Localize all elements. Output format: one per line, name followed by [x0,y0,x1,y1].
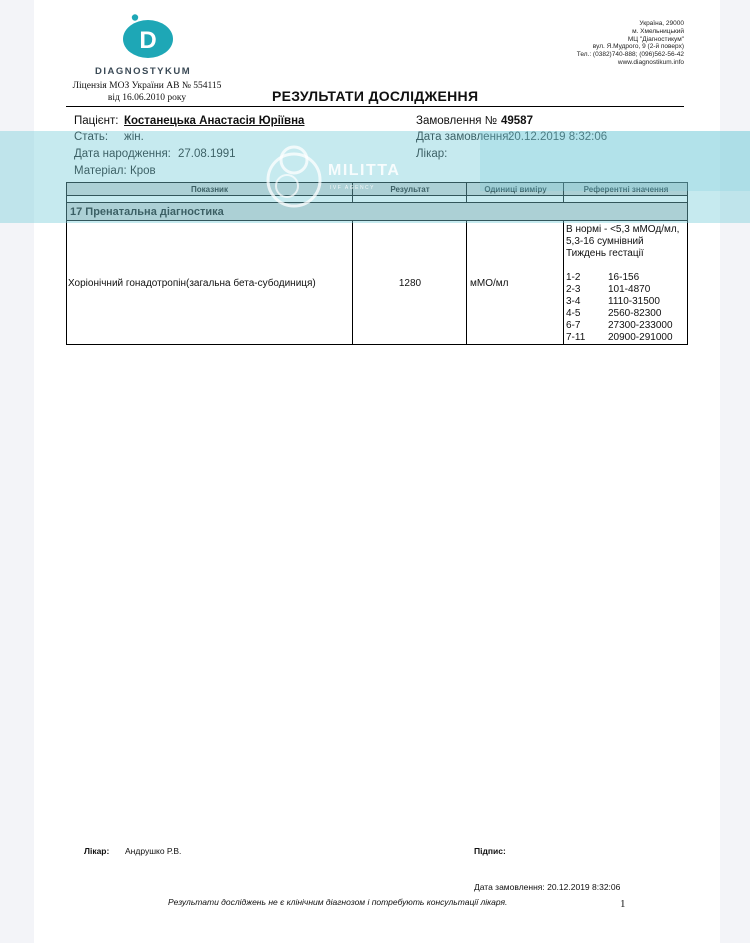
dob-value: 27.08.1991 [178,148,236,160]
column-header-units: Одиниці виміру [484,185,547,194]
patient-label: Пацієнт: [74,115,119,127]
clinic-address: Україна, 29000 м. Хмельницький МЦ "Діагностикум" вул. Я.Мудрого, 9 (2-й поверх) Тел.: (0382)740-888; (096)562-56-42 www.diagnostikum.info [576,20,684,66]
footer-order-date: Дата замовлення: 20.12.2019 8:32:06 [474,882,621,892]
column-header-indicator: Показник [191,185,228,194]
reference-row: 6-7 27300-233000 [566,320,673,331]
footer-doctor-label: Лікар: [84,846,110,856]
footer-doctor-name: Андрушко Р.В. [125,846,182,856]
order-date: 20.12.2019 8:32:06 [508,131,608,143]
patient-name: Костанецька Анастасія Юріївна [124,115,305,127]
signature-label: Підпис: [474,846,506,856]
svg-text:D: D [139,27,157,54]
reference-values: В нормі - <5,3 мМОд/мл, 5,3-16 сумнівний Тиждень гестації 1-2 16-156 2-3 101-4870 3-4 1110-31500 4-5 2560-82300 6-7 27300-233000 7-11 20900-291000 [566,224,688,344]
disclaimer: Результати досліджень не є клінічним діагнозом і потребують консультації лікаря. [168,897,508,907]
reference-row: 7-11 20900-291000 [566,332,673,343]
reference-row: 4-5 2560-82300 [566,308,662,319]
sex-value: жін. [124,131,144,143]
doctor-label: Лікар: [416,148,448,160]
page-number: 1 [620,898,626,910]
license-info: Ліцензія МОЗ України АВ № 554115 від 16.06.2010 року [72,81,222,103]
order-label: Замовлення № [416,115,498,127]
watermark-name: MILITTA [328,162,401,179]
result-value: 1280 [398,278,422,289]
dob-label: Дата народження: [74,148,171,160]
column-header-result: Результат [390,185,430,194]
militta-watermark-icon [263,140,325,210]
order-number: 49587 [501,115,533,127]
material-label: Матеріал: [74,165,127,177]
watermark-subtitle: IVF AGENCY [330,185,376,191]
section-title: 17 Пренатальна діагностика [70,206,224,218]
indicator-name: Хоріонічний гонадотропін(загальна бета-субодиниця) [68,278,316,289]
reference-row: 3-4 1110-31500 [566,296,660,307]
brand-name: DIAGNOSTYKUM [95,66,192,77]
sex-label: Стать: [74,131,109,143]
units-value: мМО/мл [470,278,509,289]
watermark-band-right [480,131,750,191]
reference-row: 2-3 101-4870 [566,284,651,295]
order-date-label: Дата замовлення: [416,131,512,143]
column-header-reference: Референтні значення [583,185,669,194]
page-title: РЕЗУЛЬТАТИ ДОСЛІДЖЕННЯ [272,88,479,104]
reference-row: 1-2 16-156 [566,272,640,283]
material-value: Кров [130,165,156,177]
